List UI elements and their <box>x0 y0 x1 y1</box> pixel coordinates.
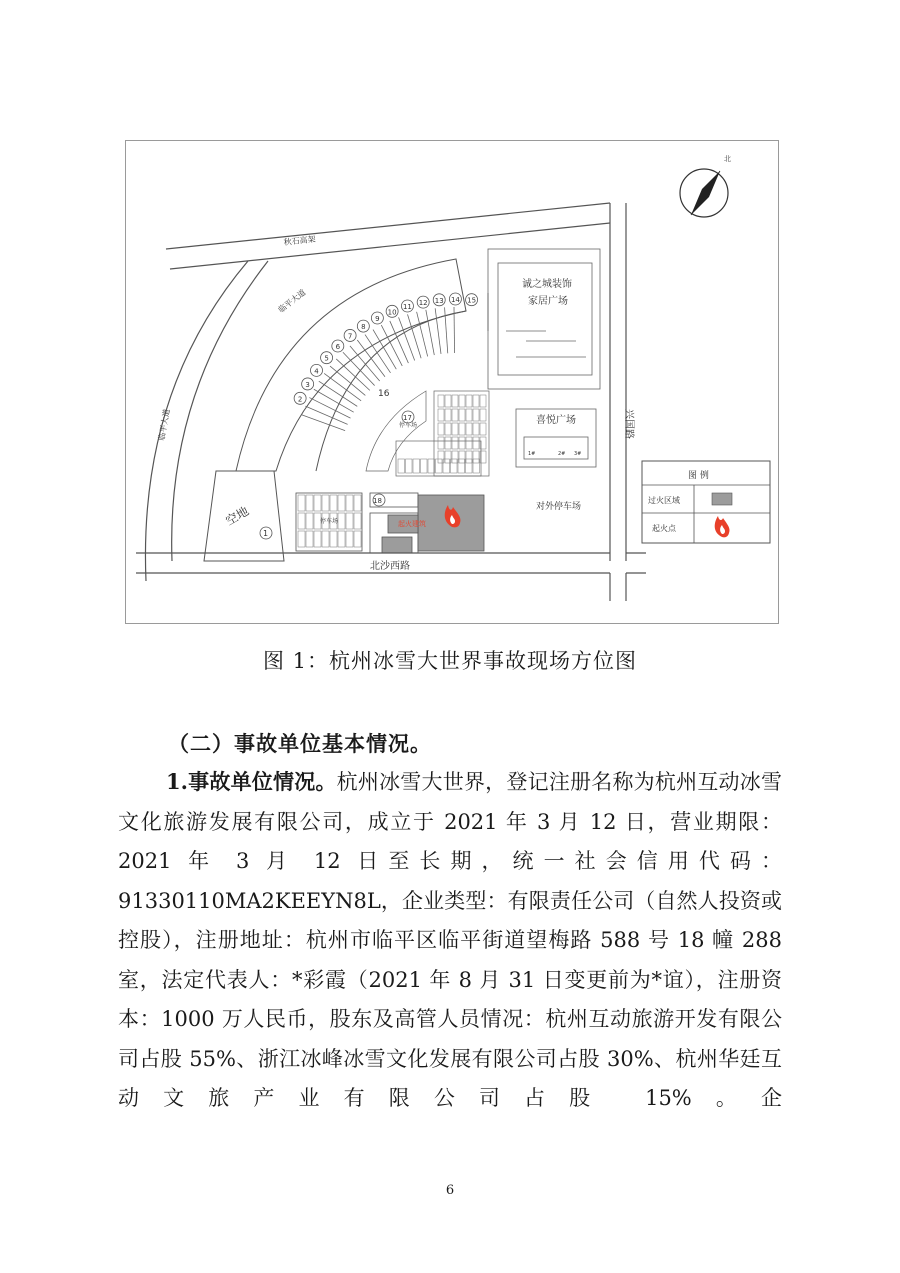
label-shop-1: 1# <box>528 451 536 457</box>
label-parking-small: 停车场 <box>320 518 339 525</box>
unit-number: 12 <box>418 299 428 308</box>
parking-space <box>298 531 305 547</box>
parking-space <box>354 531 361 547</box>
label-xingguo: 兴国路 <box>623 409 634 439</box>
legend-title: 图 例 <box>688 471 709 481</box>
parking-space <box>330 495 337 511</box>
parking-space <box>452 395 458 407</box>
parking-space <box>338 531 345 547</box>
unit-number: 7 <box>347 332 353 341</box>
parking-space <box>459 409 465 421</box>
parking-space <box>466 437 472 449</box>
unit-number: 9 <box>375 315 380 324</box>
parking-space <box>306 513 313 529</box>
parking-space <box>298 513 305 529</box>
unit-number-18: 18 <box>373 497 382 505</box>
parking-space <box>452 437 458 449</box>
body-paragraph <box>118 762 782 1119</box>
parking-space <box>480 423 486 435</box>
parking-space <box>346 531 353 547</box>
paragraph-text: 杭州冰雪大世界，登记注册名称为杭州互动冰雪文化旅游发展有限公司，成立于 2021 年 3 月 12 日，营业期限：2021 年 3 月 12 日至长期，统一社会信用代码：91330110MA2KEEYN8L，企业类型：有限责任公司（自然人投资或控股），注册地址：杭州市临平区临平街道望梅路 588 号 18 幢 288 室，法定代表人：*彩霞（2021 年 8 月 31 日变更前为*谊），注册资本：1000 万人民币，股东及高管人员情况：杭州互动旅游开发有限公司占股 55%、浙江冰峰冰雪文化发展有限公司占股 30%、杭州华廷互动文旅产业有限公司占股 15%。企 <box>118 770 782 1110</box>
shop-strip <box>426 310 434 355</box>
legend-burned-swatch <box>712 493 732 505</box>
shop-strip <box>390 321 409 363</box>
label-shop-2: 2# <box>558 451 566 457</box>
parking-space <box>306 495 313 511</box>
empty-lot <box>204 471 284 561</box>
label-kongdi: 空地 <box>223 503 252 529</box>
shop-strip <box>305 406 347 424</box>
shop-strip <box>454 307 455 353</box>
section-heading: （二）事故单位基本情况。 <box>168 731 432 756</box>
site-map-drawing <box>126 141 780 625</box>
parking-space <box>438 409 444 421</box>
label-linping-ave: 临平大道 <box>276 287 308 315</box>
parking-space <box>298 495 305 511</box>
parking-space <box>466 459 473 473</box>
curved-complex <box>236 259 488 471</box>
parking-space <box>459 423 465 435</box>
unit-number-16: 16 <box>378 389 390 399</box>
parking-space <box>436 459 443 473</box>
parking-space <box>421 459 428 473</box>
parking-space <box>459 395 465 407</box>
parking-space <box>459 451 465 463</box>
parking-space <box>346 495 353 511</box>
north-arrow-icon <box>680 169 728 217</box>
label-linping-west: 临平大道 <box>157 408 172 442</box>
parking-space <box>322 495 329 511</box>
label-beisha-west: 北沙西路 <box>370 561 410 572</box>
parking-space <box>480 395 486 407</box>
parking-space <box>480 409 486 421</box>
parking-space <box>459 437 465 449</box>
parking-space <box>473 459 480 473</box>
shop-strips <box>302 307 455 431</box>
unit-number-1: 1 <box>263 529 269 538</box>
parking-space <box>314 531 321 547</box>
parking-space <box>445 395 451 407</box>
label-shop-3: 3# <box>574 451 582 457</box>
parking-space <box>338 495 345 511</box>
label-origin-building: 起火建筑 <box>398 520 426 528</box>
label-chengzhicheng-2: 家居广场 <box>528 296 568 307</box>
legend-burned-label: 过火区域 <box>648 496 680 505</box>
unit-number: 13 <box>434 296 444 305</box>
parking-space <box>466 423 472 435</box>
parking-space <box>438 423 444 435</box>
parking-space <box>406 459 413 473</box>
parking-space <box>306 531 313 547</box>
parking-space <box>473 395 479 407</box>
shop-strip <box>445 307 448 353</box>
parking-space <box>330 531 337 547</box>
unit-number: 14 <box>450 296 460 305</box>
unit-number: 5 <box>324 354 329 363</box>
parking-space <box>473 451 479 463</box>
parking-space <box>466 409 472 421</box>
label-parking-inner: 停车场 <box>399 422 418 429</box>
site-map <box>125 140 779 624</box>
label-qiushi: 秋石高架 <box>283 234 317 247</box>
label-north: 北 <box>724 155 731 163</box>
parking-space <box>452 423 458 435</box>
parking-grid <box>398 395 486 473</box>
parking-space <box>466 451 472 463</box>
parking-space <box>398 459 405 473</box>
chengzhicheng-block <box>488 249 600 389</box>
parking-space <box>322 531 329 547</box>
parking-space <box>354 513 361 529</box>
parking-space <box>314 495 321 511</box>
shop-strip <box>399 317 415 360</box>
figure-caption: 图 1：杭州冰雪大世界事故现场方位图 <box>262 649 638 673</box>
unit-number: 15 <box>467 296 477 305</box>
parking-space <box>346 513 353 529</box>
parking-space <box>445 437 451 449</box>
page-number: 6 <box>445 1183 455 1198</box>
parking-space <box>445 423 451 435</box>
legend-origin-label: 起火点 <box>652 524 676 533</box>
unit-number-17: 17 <box>403 414 412 422</box>
unit-number: 8 <box>361 323 366 332</box>
shop-strip <box>381 325 402 366</box>
parking-space <box>413 459 420 473</box>
shop-strip <box>302 415 345 431</box>
parking-space <box>438 437 444 449</box>
parking-space <box>473 423 479 435</box>
parking-space <box>354 495 361 511</box>
label-chengzhicheng-1: 诚之城装饰 <box>522 279 572 290</box>
parking-space <box>452 409 458 421</box>
label-parking-external: 对外停车场 <box>536 502 582 512</box>
shop-strip <box>435 308 441 354</box>
parking-space <box>445 409 451 421</box>
parking-space <box>473 437 479 449</box>
parking-space <box>438 395 444 407</box>
unit-number: 6 <box>335 343 341 352</box>
unit-number: 11 <box>402 302 412 311</box>
label-xiyue: 喜悦广场 <box>536 415 576 426</box>
unit-number: 2 <box>297 395 303 404</box>
parking-space <box>473 409 479 421</box>
parking-space <box>445 451 451 463</box>
parking-space <box>428 459 435 473</box>
unit-number: 4 <box>314 367 319 376</box>
shop-strip <box>309 398 350 419</box>
unit-number: 3 <box>305 380 310 389</box>
paragraph-lead: 1.事故单位情况。 <box>166 769 337 794</box>
unit-number: 10 <box>387 308 397 317</box>
shop-strip <box>373 330 396 370</box>
parking-space <box>338 513 345 529</box>
parking-space <box>451 459 458 473</box>
shop-strip <box>314 389 354 412</box>
parking-space <box>466 395 472 407</box>
